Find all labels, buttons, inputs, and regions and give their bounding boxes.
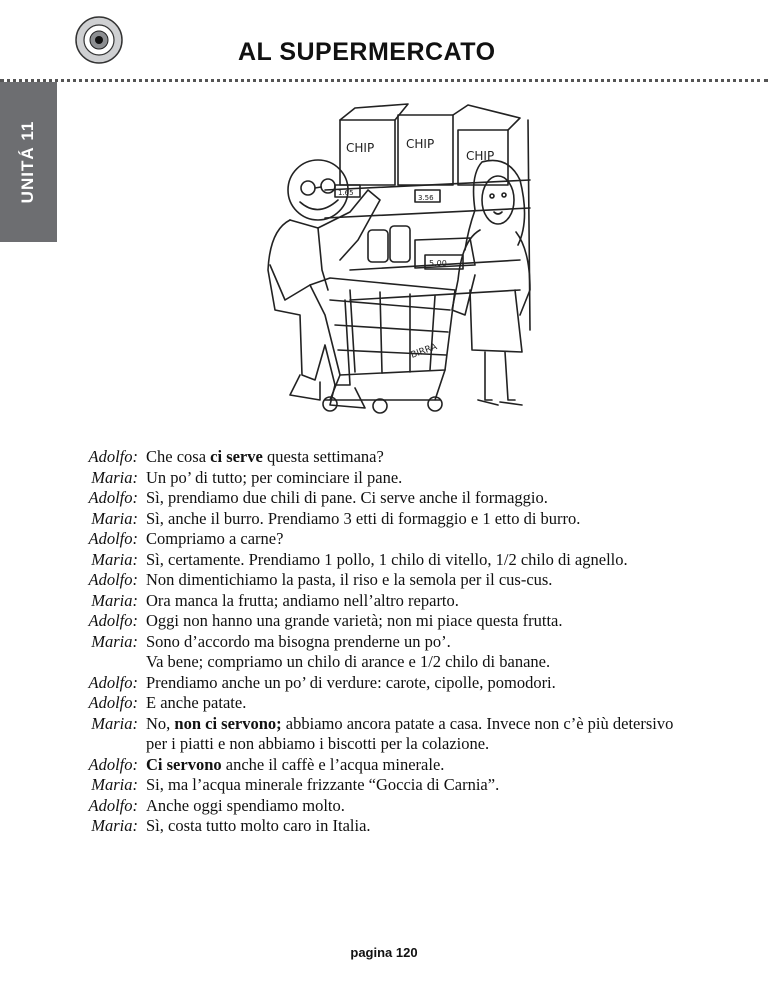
text-segment: Sì, anche il burro. Prendiamo 3 etti di formaggio e 1 etto di burro. xyxy=(146,508,581,528)
text-segment: Va bene; compriamo un chilo di arance e 1/2 chilo di banane. xyxy=(146,652,551,671)
dialogue-line xyxy=(70,488,730,509)
speaker-name: Maria: xyxy=(91,775,138,794)
speaker-name: Maria: xyxy=(91,631,138,651)
speaker-name: Adolfo: xyxy=(88,611,138,630)
dialogue-text xyxy=(146,755,730,776)
dialogue-text xyxy=(146,447,730,468)
text-segment: Prendiamo anche un po’ di verdure: carote, cipolle, pomodori. xyxy=(146,672,556,692)
speaker-name: Adolfo: xyxy=(88,488,138,507)
dialogue-line xyxy=(70,693,730,714)
speaker-name: Maria: xyxy=(91,508,138,528)
dialogue-line xyxy=(70,714,730,735)
dialogue-line xyxy=(70,755,730,776)
text-segment: questa settimana? xyxy=(262,447,384,466)
text-segment: Anche oggi spendiamo molto. xyxy=(146,795,345,815)
speaker-name: Adolfo: xyxy=(88,754,138,774)
speaker-name: Adolfo: xyxy=(88,672,138,692)
dialogue-line xyxy=(70,611,730,632)
speaker-name: Adolfo: xyxy=(88,447,138,466)
listening-target-icon xyxy=(74,15,124,65)
highlighted-phrase: ci serve xyxy=(210,447,263,466)
text-segment: abbiamo ancora patate a casa. Invece non c’è più detersivo xyxy=(281,713,674,733)
dialogue-line xyxy=(70,529,730,550)
dialogue-text xyxy=(146,693,730,714)
text-segment: Che cosa xyxy=(146,447,211,466)
speaker-name: Adolfo: xyxy=(88,570,138,589)
dialogue xyxy=(70,447,730,837)
dialogue-text xyxy=(146,775,730,796)
highlighted-phrase: Ci servono xyxy=(146,754,222,774)
text-segment: per i piatti e non abbiamo i biscotti per la colazione. xyxy=(146,734,490,753)
dialogue-line xyxy=(70,570,730,591)
dialogue-line xyxy=(70,673,730,694)
dialogue-text xyxy=(146,796,730,817)
speaker-name xyxy=(70,734,146,755)
text-segment: No, xyxy=(146,713,175,733)
speaker-name: Maria: xyxy=(91,549,138,569)
supermarket-illustration xyxy=(230,100,550,420)
dialogue-text xyxy=(146,591,730,612)
speaker-name: Maria: xyxy=(91,467,138,487)
speaker-name xyxy=(70,652,146,673)
speaker-name: Maria: xyxy=(91,816,138,835)
text-segment: Un po’ di tutto; per cominciare il pane. xyxy=(146,467,403,487)
dialogue-text xyxy=(146,816,730,837)
highlighted-phrase: non ci servono; xyxy=(174,713,282,733)
dialogue-text xyxy=(146,550,730,571)
dialogue-text xyxy=(146,570,730,591)
dialogue-line xyxy=(70,796,730,817)
header-divider xyxy=(0,79,768,82)
dialogue-text xyxy=(146,611,730,632)
dialogue-line xyxy=(70,591,730,612)
dialogue-text xyxy=(146,529,730,550)
dialogue-text xyxy=(146,468,730,489)
speaker-name: Adolfo: xyxy=(88,693,138,712)
speaker-name: Maria: xyxy=(91,590,138,610)
text-segment: E anche patate. xyxy=(146,693,247,712)
text-segment: Sì, prendiamo due chili di pane. Ci serve anche il formaggio. xyxy=(146,488,548,507)
dialogue-text xyxy=(146,652,730,673)
price-tag-3: 5.00 xyxy=(429,259,447,268)
text-segment: Sì, costa tutto molto caro in Italia. xyxy=(146,816,371,835)
text-segment: Oggi non hanno una grande varietà; non mi piace questa frutta. xyxy=(146,611,563,630)
text-segment: Compriamo a carne? xyxy=(146,529,284,548)
dialogue-text xyxy=(146,509,730,530)
dialogue-line xyxy=(70,550,730,571)
text-segment: Sì, certamente. Prendiamo 1 pollo, 1 chilo di vitello, 1/2 chilo di agnello. xyxy=(146,549,628,569)
text-segment: Non dimentichiamo la pasta, il riso e la semola per il cus-cus. xyxy=(146,570,553,589)
dialogue-line xyxy=(70,816,730,837)
page-title: AL SUPERMERCATO xyxy=(238,38,496,66)
dialogue-line xyxy=(70,447,730,468)
box-label-3: CHIP xyxy=(466,149,495,163)
dialogue-line xyxy=(70,509,730,530)
speaker-name: Adolfo: xyxy=(88,529,138,548)
text-segment: Sono d’accordo ma bisogna prenderne un po’. xyxy=(146,631,451,651)
dialogue-text xyxy=(146,673,730,694)
text-segment: anche il caffè e l’acqua minerale. xyxy=(221,754,445,774)
dialogue-line xyxy=(70,632,730,653)
dialogue-text xyxy=(146,734,730,755)
box-label-2: CHIP xyxy=(406,137,435,151)
cart-label: BIRRA xyxy=(409,342,439,361)
dialogue-text xyxy=(146,488,730,509)
price-tag-2: 3.56 xyxy=(418,194,434,202)
text-segment: Si, ma l’acqua minerale frizzante “Goccia di Carnia”. xyxy=(146,775,500,794)
dialogue-text xyxy=(146,632,730,653)
price-tag-1: 1.65 xyxy=(338,189,354,197)
page-number: pagina 120 xyxy=(350,945,418,960)
dialogue-line xyxy=(70,734,730,755)
unit-label: UNITÁ 11 xyxy=(18,120,37,204)
dialogue-text xyxy=(146,714,730,735)
speaker-name: Adolfo: xyxy=(88,795,138,815)
box-label-1: CHIP xyxy=(346,141,375,155)
dialogue-line xyxy=(70,775,730,796)
text-segment: Ora manca la frutta; andiamo nell’altro reparto. xyxy=(146,590,459,610)
speaker-name: Maria: xyxy=(91,713,138,733)
dialogue-line xyxy=(70,468,730,489)
dialogue-line xyxy=(70,652,730,673)
